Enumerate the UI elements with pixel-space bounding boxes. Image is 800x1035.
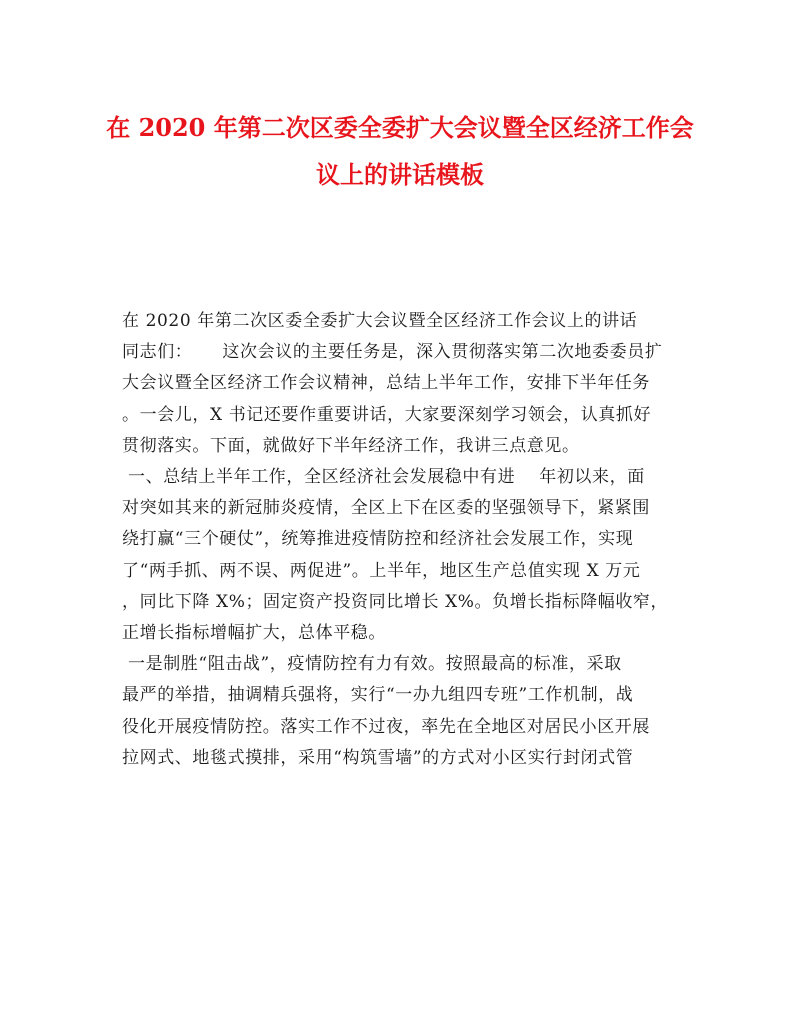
title-line-1: 在 2020 年第二次区委全委扩大会议暨全区经济工作会: [106, 113, 694, 142]
body-line: 在 2020 年第二次区委全委扩大会议暨全区经济工作会议上的讲话: [122, 311, 638, 331]
body-line: 对突如其来的新冠肺炎疫情，全区上下在区委的坚强领导下，紧紧围: [122, 498, 650, 519]
body-line: 同志们： 这次会议的主要任务是，深入贯彻落实第二次地委委员扩: [122, 342, 663, 363]
body-line: 一、总结上半年工作，全区经济社会发展稳中有进 年初以来，面: [122, 467, 645, 488]
body-line: 一是制胜“阻击战”，疫情防控有力有效。按照最高的标准，采取: [122, 654, 622, 675]
body-line: 了“两手抓、两不误、两促进”。上半年，地区生产总值实现 X 万元: [122, 560, 641, 581]
body-line: 绕打赢“三个硬仗”，统筹推进疫情防控和经济社会发展工作，实现: [122, 529, 634, 550]
body-line: 拉网式、地毯式摸排，采用“构筑雪墙”的方式对小区实行封闭式管: [122, 747, 634, 768]
body-line: 正增长指标增幅扩大，总体平稳。: [122, 623, 386, 644]
body-line: 大会议暨全区经济工作会议精神，总结上半年工作，安排下半年任务: [122, 373, 650, 394]
body-line: 。一会儿，X 书记还要作重要讲话，大家要深刻学习领会，认真抓好: [122, 404, 652, 425]
body-line: 最严的举措，抽调精兵强将，实行“一办九组四专班”工作机制，战: [122, 685, 634, 706]
body-line: 贯彻落实。下面，就做好下半年经济工作，我讲三点意见。: [122, 435, 580, 456]
body-line: 役化开展疫情防控。落实工作不过夜，率先在全地区对居民小区开展: [122, 716, 650, 737]
document-body: [122, 306, 682, 774]
title-line-2: 议上的讲话模板: [316, 160, 484, 189]
body-line: ，同比下降 X%；固定资产投资同比增长 X%。负增长指标降幅收窄，: [122, 591, 669, 612]
document-title: [100, 104, 700, 198]
